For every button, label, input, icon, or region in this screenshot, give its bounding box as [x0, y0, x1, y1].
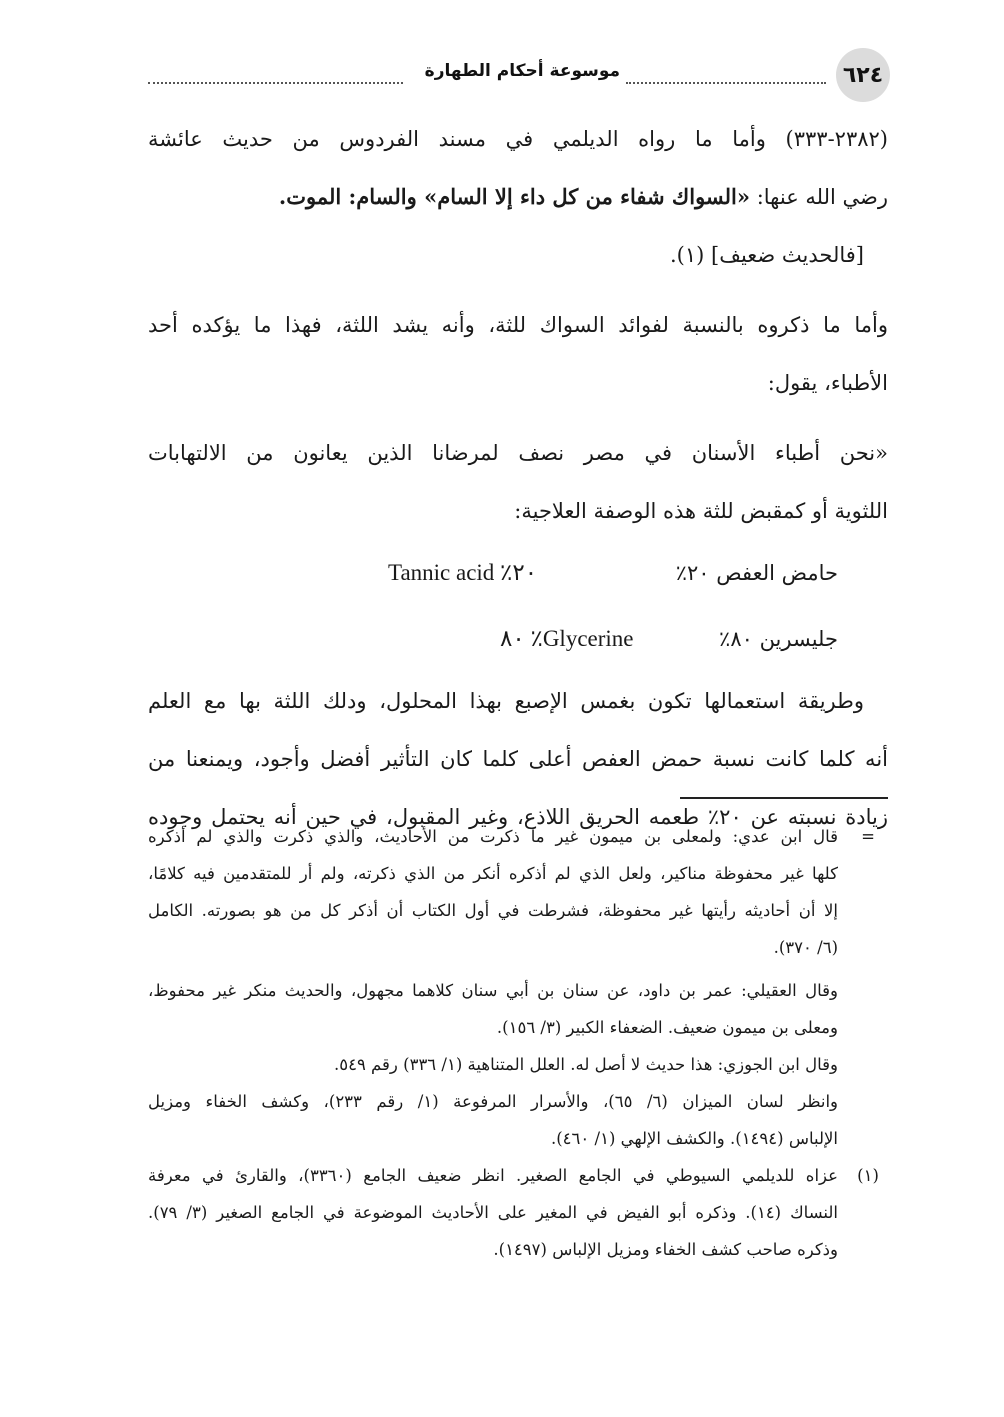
footnote-1 [148, 1157, 888, 1268]
text-line: «نحن أطباء الأسنان في مصر نصف لمرضانا الذين يعانون من الالتهابات [148, 441, 888, 465]
text-line [148, 168, 888, 226]
book-title: موسوعة أحكام الطهارة [424, 61, 620, 81]
continuation-marker: = [861, 827, 875, 846]
text-line: اللثوية أو كمقبض للثة هذه الوصفة العلاجية: [514, 499, 888, 523]
formula-arabic: جليسرين ٨٠٪ [719, 627, 838, 651]
footnote-marker: (١) [857, 1166, 879, 1185]
header-dotted-rule-left [148, 82, 403, 84]
formula-latin: Tannic acid ٪٢٠ [388, 560, 538, 585]
formula-row-tannic [148, 540, 888, 606]
running-header [148, 48, 888, 100]
text-line: وأما ما ذكروه بالنسبة لفوائد السواك للثة، وأنه يشد اللثة، فهذا ما يؤكده أحد [148, 313, 888, 337]
hadith-grade: [فالحديث ضعيف] (١). [669, 243, 864, 267]
text-line: (٢٣٨٢-٣٣٣) وأما ما رواه الديلمي في مسند الفردوس من حديث عائشة [148, 127, 888, 151]
text-line: زيادة نسبته عن ٢٠٪ طعمه الحريق اللاذع، وغير المقبول، في حين أنه يحتمل وجوده [148, 805, 888, 829]
footnote-line: وقال العقيلي: عمر بن داود، عن سنان بن أبي سنان كلاهما مجهول، والحديث منكر غير محفوظ، [148, 981, 838, 1000]
text-line: وطريقة استعمالها تكون بغمس الإصبع بهذا المحلول، ودلك اللثة بها مع العلم [148, 689, 864, 713]
footnote-line: كلها غير محفوظة مناكير، ولعل الذي لم أذكره أنكر من الذي ذكرته، ولم أر للمتقدمين فيه كلامًا، [148, 864, 838, 883]
footnote-line: وانظر لسان الميزان (٦/ ٦٥)، والأسرار المرفوعة (١/ رقم ٢٣٣)، وكشف الخفاء ومزيل [148, 1092, 838, 1111]
footnote-line: (٦/ ٣٧٠). [773, 938, 838, 957]
footnote-line: وذكره صاحب كشف الخفاء ومزيل الإلباس (١٤٩٧). [493, 1240, 838, 1259]
formula-arabic: حامض العفص ٢٠٪ [675, 561, 838, 585]
footnote-continuation [148, 818, 888, 1157]
footnotes [148, 818, 888, 1268]
footnote-separator [680, 797, 888, 799]
footnote-line: الإلباس (١٤٩٤). والكشف الإلهي (١/ ٤٦٠). [550, 1129, 838, 1148]
footnote-line: ومعلى بن ميمون ضعيف. الضعفاء الكبير (٣/ ١٥٦). [496, 1018, 838, 1037]
footnote-line: عزاه للديلمي السيوطي في الجامع الصغير. انظر ضعيف الجامع (٣٣٦٠)، والقارئ في معرفة [148, 1166, 838, 1185]
formula-row-glycerine [148, 606, 888, 672]
text-line: الأطباء، يقول: [767, 371, 888, 395]
hadith-quote: «السواك شفاء من كل داء إلا السام» والسام: الموت. [278, 184, 751, 209]
text-span: رضي الله عنها: [750, 185, 888, 209]
page-number-badge: ٦٢٤ [836, 48, 890, 102]
footnote-line: إلا أن أحاديثه رأيتها غير محفوظة، فشرطت في أول الكتاب أن أذكر كل من هو بصورته. الكامل [148, 901, 838, 920]
footnote-line: وقال ابن الجوزي: هذا حديث لا أصل له. العلل المتناهية (١/ ٣٣٦) رقم ٥٤٩. [333, 1055, 838, 1074]
main-text [148, 110, 888, 846]
formula-latin: ٨٠ ٪Glycerine [500, 626, 634, 651]
footnote-line: النساك (١٤). وذكره أبو الفيض في المغير على الأحاديث الموضوعة في الجامع الصغير (٣/ ٧٩). [148, 1203, 838, 1222]
header-dotted-rule-right [626, 82, 826, 84]
text-line: أنه كلما كانت نسبة حمض العفص أعلى كلما كان التأثير أفضل وأجود، ويمنعنا من [148, 747, 888, 771]
footnote-line: قال ابن عدي: ولمعلى بن ميمون غير ما ذكرت من الأحاديث، والذي ذكرت والذي لم أذكره [148, 827, 838, 846]
